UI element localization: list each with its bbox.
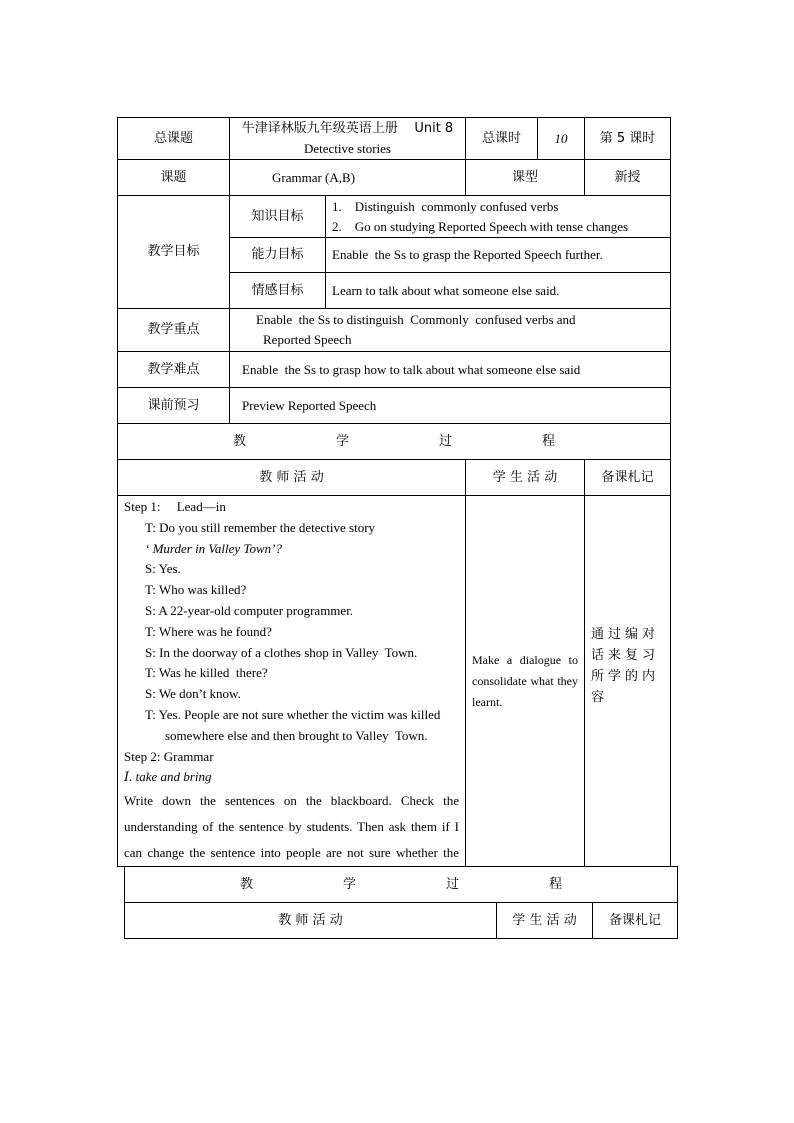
ability-goal-value: Enable the Ss to grasp the Reported Speech further. [326, 238, 671, 273]
paragraph-line: understanding of the sentence by students. Then ask them if I [124, 819, 459, 835]
student-activity-text: Make a dialogue to consolidate what they learnt. [472, 652, 578, 709]
key-points-label: 教学重点 [118, 309, 230, 352]
dialogue-line: T: Yes. People are not sure whether the victim was killed [145, 706, 441, 722]
process-heading-char: 教 [232, 433, 246, 449]
preview-value: Preview Reported Speech [230, 388, 671, 424]
knowledge-goal-value [326, 196, 671, 238]
process-heading [118, 424, 671, 460]
topic-label: 课题 [118, 160, 230, 196]
emotion-goal-value: Learn to talk about what someone else said. [326, 273, 671, 309]
total-topic-line2: Detective stories [304, 140, 391, 156]
difficulties-label: 教学难点 [118, 352, 230, 388]
notes-header: 备课札记 [593, 903, 678, 939]
paragraph-line: can change the sentence into people are not sure whether the [124, 845, 459, 861]
emotion-goal-label: 情感目标 [230, 273, 326, 309]
topic-value: Grammar (A,B) [230, 160, 466, 196]
ability-goal-label: 能力目标 [230, 238, 326, 273]
process-heading-char: 程 [541, 433, 555, 449]
teacher-activity-header: 教 师 活 动 [125, 903, 497, 939]
knowledge-item: 2. Go on studying Reported Speech with tense changes [332, 218, 629, 234]
student-activity-content [466, 496, 585, 867]
dialogue-line: T: Was he killed there? [145, 665, 268, 681]
difficulties-value: Enable the Ss to grasp how to talk about what someone else said [230, 352, 671, 388]
key-points-line2: Reported Speech [263, 332, 352, 347]
total-topic-value [230, 118, 466, 160]
notes-content [585, 496, 671, 867]
lesson-number: 第 5 课时 [585, 118, 671, 160]
preview-label: 课前预习 [118, 388, 230, 424]
process-heading-char: 过 [438, 433, 452, 449]
process-heading-char: 学 [335, 433, 349, 449]
student-activity-header: 学 生 活 动 [497, 903, 593, 939]
teacher-activity-header: 教 师 活 动 [118, 460, 466, 496]
paragraph-line: Write down the sentences on the blackboard. Check the [124, 793, 459, 809]
process-heading-char: 过 [445, 876, 459, 892]
dialogue-line: T: Who was killed? [145, 582, 247, 598]
total-hours-value: 10 [538, 118, 585, 160]
knowledge-item: 1. Distinguish commonly confused verbs [332, 198, 559, 214]
dialogue-line: S: We don’t know. [145, 686, 241, 702]
objectives-label: 教学目标 [118, 196, 230, 309]
key-points-line1: Enable the Ss to distinguish Commonly confused verbs and [256, 312, 576, 327]
process-heading-char: 程 [548, 876, 562, 892]
dialogue-line: T: Do you still remember the detective story [145, 519, 376, 535]
total-topic-label: 总课题 [118, 118, 230, 160]
step-line: Step 2: Grammar [124, 748, 214, 764]
key-points-value [230, 309, 671, 352]
type-label: 课型 [466, 160, 585, 196]
grammar-item: Ⅰ. take and bring [124, 769, 212, 785]
dialogue-line: ‘ Murder in Valley Town’? [145, 540, 282, 556]
type-value: 新授 [585, 160, 671, 196]
process-heading-continued [125, 867, 678, 903]
continuation-table [124, 866, 678, 939]
dialogue-line: S: A 22-year-old computer programmer. [145, 602, 354, 618]
lesson-plan-table [117, 117, 671, 867]
teacher-activity-content [118, 496, 466, 867]
step-line: Step 1: Lead—in [124, 499, 226, 514]
total-topic-line1: 牛津译林版九年级英语上册 Unit 8 [241, 120, 454, 136]
dialogue-line: S: In the doorway of a clothes shop in Valley Town. [145, 644, 418, 660]
student-activity-header: 学 生 活 动 [466, 460, 585, 496]
dialogue-line: S: Yes. [145, 561, 181, 577]
notes-text: 通过编对话来复习所学的内容 [591, 627, 660, 706]
process-heading-char: 学 [342, 876, 356, 892]
process-heading-char: 教 [239, 876, 253, 892]
dialogue-line: T: Where was he found? [145, 623, 272, 639]
total-hours-label: 总课时 [466, 118, 538, 160]
notes-header: 备课札记 [585, 460, 671, 496]
dialogue-line: somewhere else and then brought to Valley Town. [165, 727, 428, 743]
knowledge-goal-label: 知识目标 [230, 196, 326, 238]
